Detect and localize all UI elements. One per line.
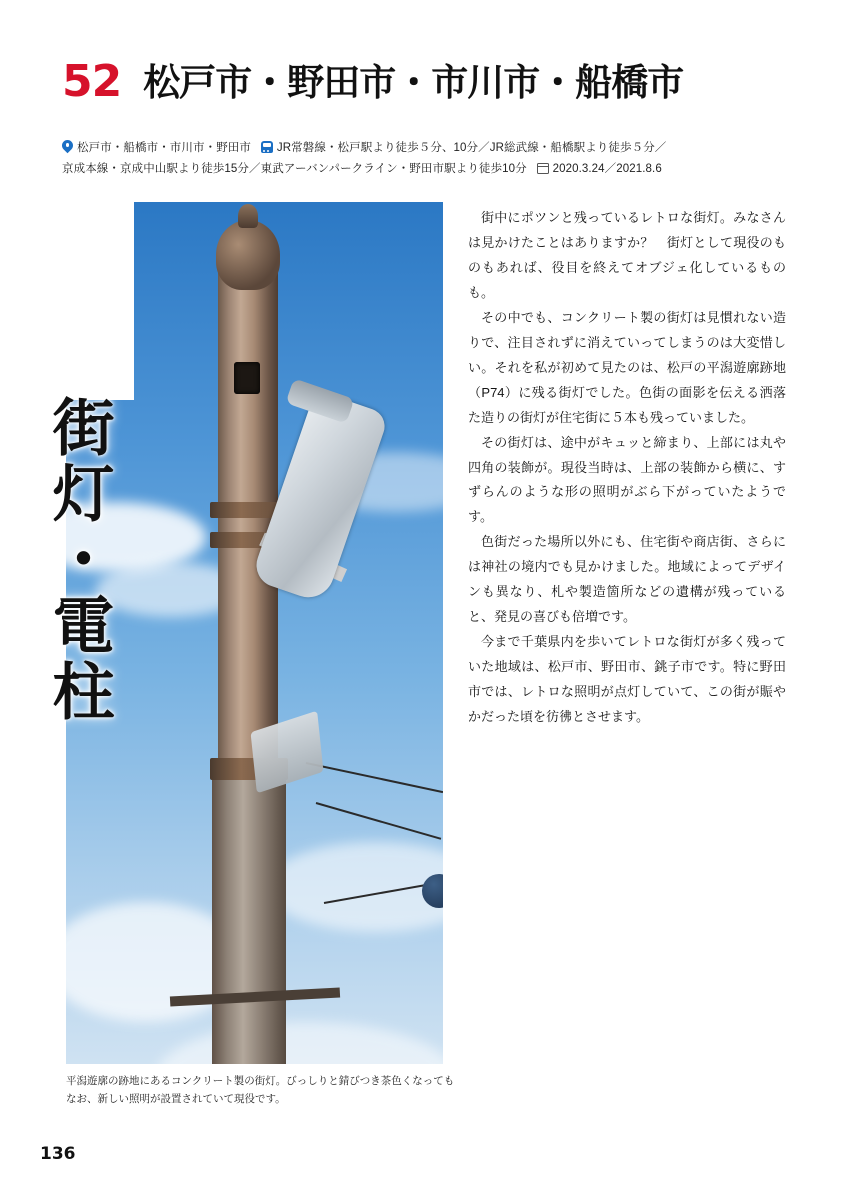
page-title: 松戸市・野田市・市川市・船橋市 [143,60,684,104]
train-icon [261,141,273,153]
body-text-column [468,206,786,730]
body-paragraph: 今まで千葉県内を歩いてレトロな街灯が多く残っていた地域は、松戸市、野田市、銚子市です。特に野田市では、レトロな照明が点灯していて、この街が賑やかだった頃を彷彿とさせます。 [468,634,786,725]
vertical-section-title: 街灯・電柱 [42,395,115,725]
body-paragraph: その街灯は、途中がキュッと締まり、上部には丸や四角の装飾が。現役当時は、上部の装飾から横に、すずらんのような形の照明がぶら下がっていたようです。 [468,434,786,525]
body-paragraph: その中でも、コンクリート製の街灯は見慣れない造りで、注目されずに消えていってしまうのは大変惜しい。それを私が初めて見たのは、松戸の平潟遊廓跡地（P74）に残る街灯でした。色街の面影を伝える洒落た造りの街灯が住宅街に５本も残っていました。 [468,309,786,425]
body-paragraph: 街中にポツンと残っているレトロな街灯。みなさんは見かけたことはありますか？ 街灯として現役のものもあれば、役目を終えてオブジェ化しているものも。 [468,210,786,300]
photo-pole-finial-top [238,204,258,228]
meta-locations: 松戸市・船橋市・市川市・野田市 [77,142,251,154]
chapter-number: 52 [62,56,122,107]
page-header [62,56,786,107]
photo-caption: 平潟遊廓の跡地にあるコンクリート製の街灯。びっしりと錆びつき茶色くなってもなお、新しい照明が設置されていて現役です。 [66,1075,455,1106]
photo-title-notch [66,202,134,400]
meta-dates: 2020.3.24／2021.8.6 [552,163,662,176]
photo-pole-hole [234,362,260,394]
meta-transit-line-2: 京成本線・京成中山駅より徒歩15分／東武アーバンパークライン・野田市駅より徒歩10分 [62,163,527,176]
concrete-street-lamp-photo [66,202,443,1064]
photo-pole-finial [216,220,280,290]
calendar-icon [537,163,549,174]
page-number: 136 [40,1144,76,1164]
map-pin-icon [62,140,73,153]
meta-transit-line-1: JR常磐線・松戸駅より徒歩５分、10分／JR総武線・船橋駅より徒歩５分／ [276,142,667,154]
meta-info [62,138,792,181]
photo-pole-base [212,762,286,1064]
body-paragraph: 色街だった場所以外にも、住宅街や商店街、さらには神社の境内でも見かけました。地域によってデザインも異なり、札や製造箇所などの遺構が残っていると、発見の喜びも倍増です。 [468,534,786,625]
